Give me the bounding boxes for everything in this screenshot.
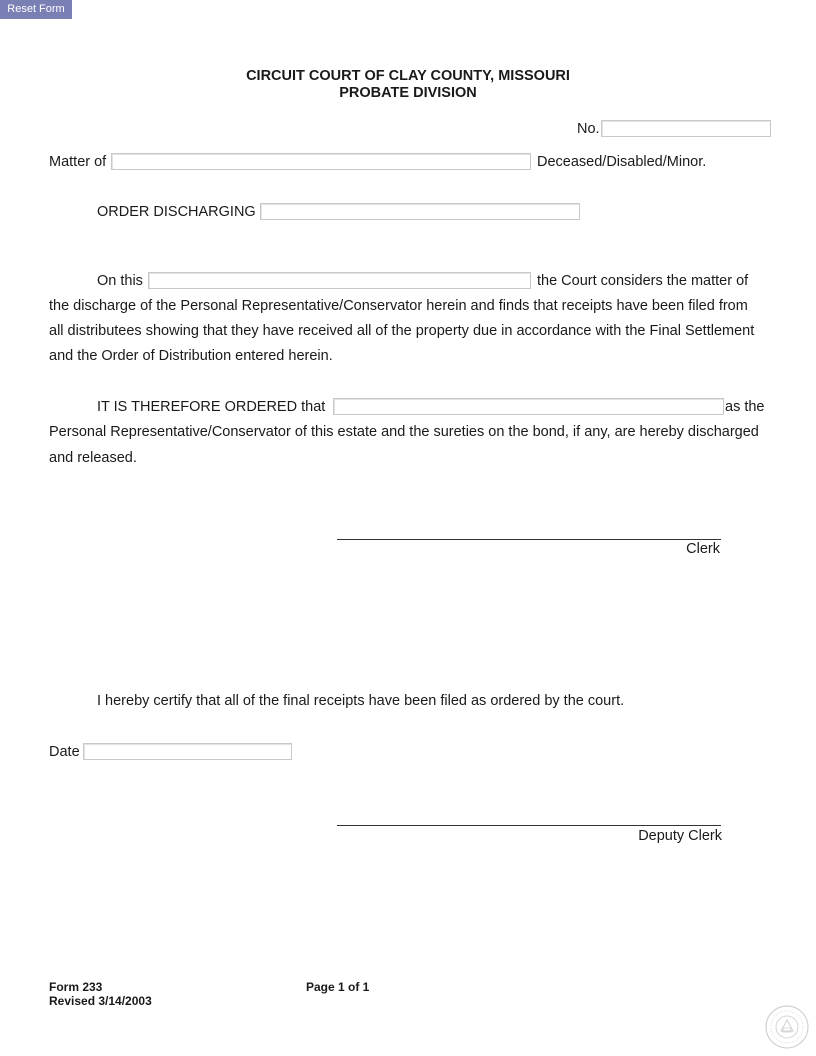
reset-form-button[interactable]: Reset Form — [0, 0, 72, 19]
matter-label: Matter of — [49, 154, 107, 170]
deputy-clerk-label: Deputy Clerk — [638, 828, 722, 844]
para1-line2: the discharge of the Personal Representative/Conservator herein and finds that receipts have been filed from — [49, 298, 748, 314]
date-input[interactable] — [83, 743, 292, 760]
para2-name-input[interactable] — [333, 398, 724, 415]
para1-prefix: On this — [97, 273, 143, 289]
matter-input[interactable] — [111, 153, 531, 170]
footer-page-number: Page 1 of 1 — [306, 980, 370, 994]
para2-prefix: IT IS THEREFORE ORDERED that — [97, 399, 326, 415]
para2-line3: and released. — [49, 450, 137, 466]
footer-form-number: Form 233 — [49, 980, 103, 994]
para1-date-input[interactable] — [148, 272, 531, 289]
court-seal-icon — [764, 1004, 810, 1050]
case-no-label: No. — [577, 121, 600, 137]
order-discharging-input[interactable] — [260, 203, 580, 220]
para2-line1-suffix: as the — [725, 399, 765, 415]
para2-line2: Personal Representative/Conservator of this estate and the sureties on the bond, if any, are hereby discharged — [49, 424, 759, 440]
matter-suffix: Deceased/Disabled/Minor. — [537, 154, 707, 170]
division-title: PROBATE DIVISION — [339, 85, 477, 101]
case-no-input[interactable] — [601, 120, 771, 137]
date-label: Date — [49, 744, 80, 760]
certification-text: I hereby certify that all of the final receipts have been filed as ordered by the court. — [97, 693, 625, 709]
court-title: CIRCUIT COURT OF CLAY COUNTY, MISSOURI — [246, 68, 570, 84]
order-discharging-label: ORDER DISCHARGING — [97, 204, 256, 220]
para1-line1-suffix: the Court considers the matter of — [537, 273, 749, 289]
deputy-signature-line — [337, 825, 721, 826]
clerk-signature-line — [337, 539, 721, 540]
para1-line4: and the Order of Distribution entered herein. — [49, 348, 333, 364]
footer-revised-date: Revised 3/14/2003 — [49, 994, 152, 1008]
para1-line3: all distributees showing that they have received all of the property due in accordance with the Final Settlement — [49, 323, 755, 339]
clerk-label: Clerk — [686, 541, 720, 557]
